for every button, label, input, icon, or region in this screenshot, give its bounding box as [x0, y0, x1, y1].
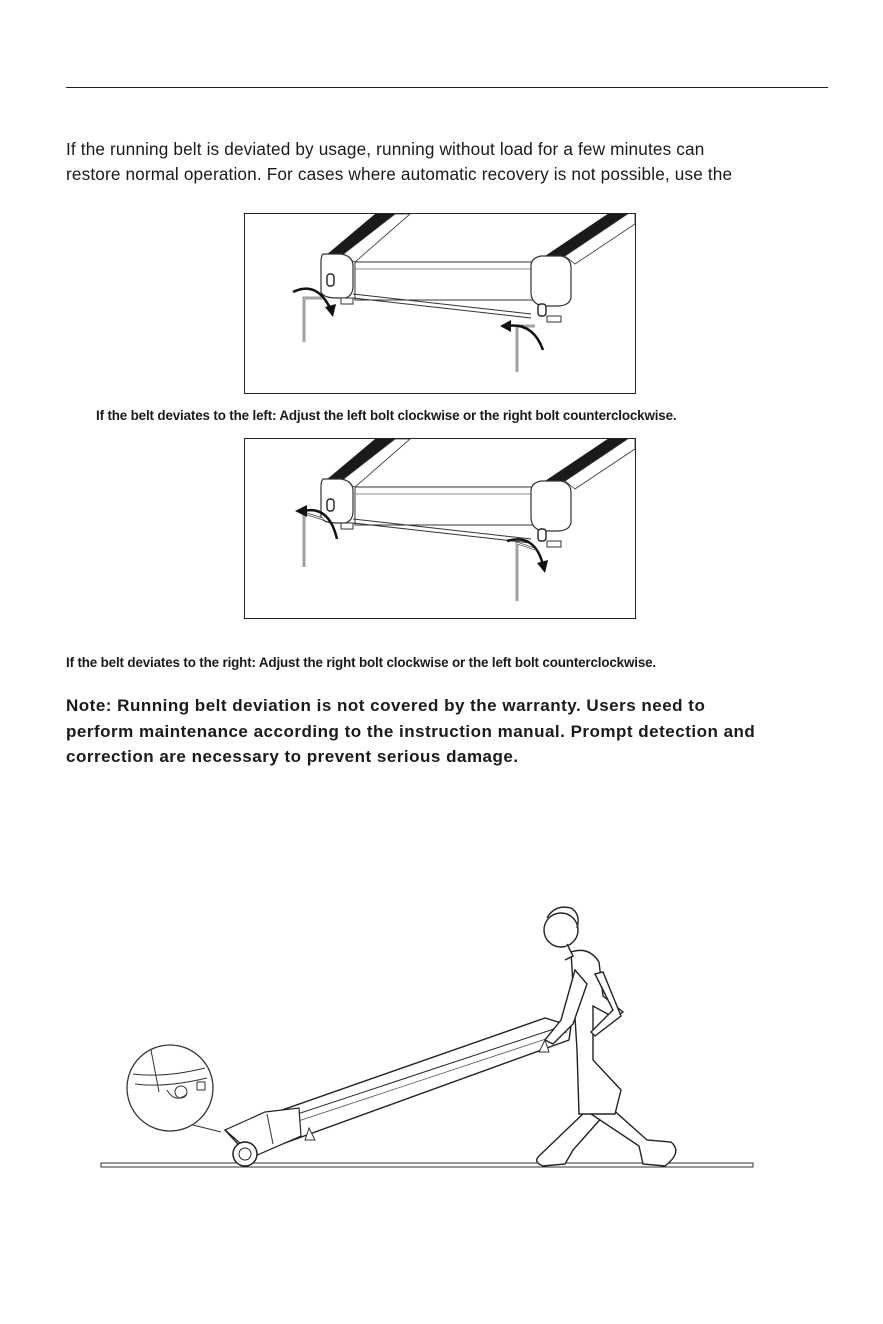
caption-right-deviation: If the belt deviates to the right: Adjust the right bolt clockwise or the left bolt counterclockwise.	[66, 655, 656, 670]
caption-left-deviation: If the belt deviates to the left: Adjust the left bolt clockwise or the right bolt counterclockwise.	[96, 408, 677, 423]
note-line-1: Note: Running belt deviation is not covered by the warranty. Users need to	[66, 696, 706, 715]
figure-right-deviation	[244, 438, 636, 619]
note-line-3: correction are necessary to prevent serious damage.	[66, 747, 519, 766]
figure-left-deviation	[244, 213, 636, 394]
note-line-2: perform maintenance according to the instruction manual. Prompt detection and	[66, 721, 756, 741]
treadmill-body	[225, 1018, 571, 1166]
wheel-detail-callout	[127, 1045, 221, 1132]
treadmill-rear-illustration	[245, 214, 635, 393]
header-rule	[66, 87, 828, 88]
warranty-note	[66, 693, 836, 770]
moving-treadmill-illustration	[95, 900, 765, 1180]
person-figure	[537, 907, 676, 1166]
intro-line-2: restore normal operation. For cases where automatic recovery is not possible, use the	[66, 164, 733, 184]
treadmill-rear-illustration	[245, 439, 635, 618]
intro-line-1: If the running belt is deviated by usage, running without load for a few minutes can	[66, 139, 705, 159]
intro-paragraph	[66, 137, 836, 187]
